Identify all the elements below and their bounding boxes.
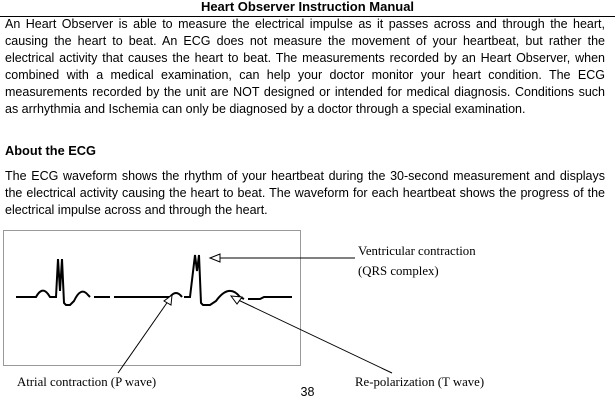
ecg-trace-beat-2 (184, 255, 244, 305)
ecg-description-paragraph: The ECG waveform shows the rhythm of your heartbeat during the 30-second measurement and displays the electrical activity causing the heart to beat. The waveform for each heartbeat shows the progress of the electrical impulse across and through the heart. (5, 169, 605, 217)
section-heading: About the ECG (5, 143, 96, 158)
page-header (0, 0, 615, 17)
page-number: 38 (300, 385, 315, 399)
ecg-trace-segment-2 (248, 297, 292, 299)
atrial-contraction-label: Atrial contraction (P wave) (17, 375, 157, 389)
qrs-complex-label: (QRS complex) (358, 264, 439, 278)
intro-paragraph: An Heart Observer is able to measure the electrical impulse as it passes across and through the heart, causing the heart to beat. An ECG does not measure the movement of your heartbeat, but rather the electrical activity that causes the heart to beat. The measurements recorded by an Heart Observer, when combined with a medical examination, can help your doctor monitor your heart condition. The ECG measurements recorded by the unit are NOT designed or intended for medical diagnosis. Conditions such as arrhythmia and Ischemia can only be diagnosed by a doctor through a special examination. (5, 17, 605, 116)
ventricular-contraction-label: Ventricular contraction (358, 244, 476, 258)
ecg-waveform (4, 231, 302, 367)
ecg-trace-beat-1 (16, 259, 90, 305)
repolarization-label: Re-polarization (T wave) (355, 375, 485, 389)
ecg-trace-baseline (114, 293, 182, 297)
manual-title: Heart Observer Instruction Manual (200, 0, 415, 14)
ecg-waveform-figure (3, 230, 301, 366)
